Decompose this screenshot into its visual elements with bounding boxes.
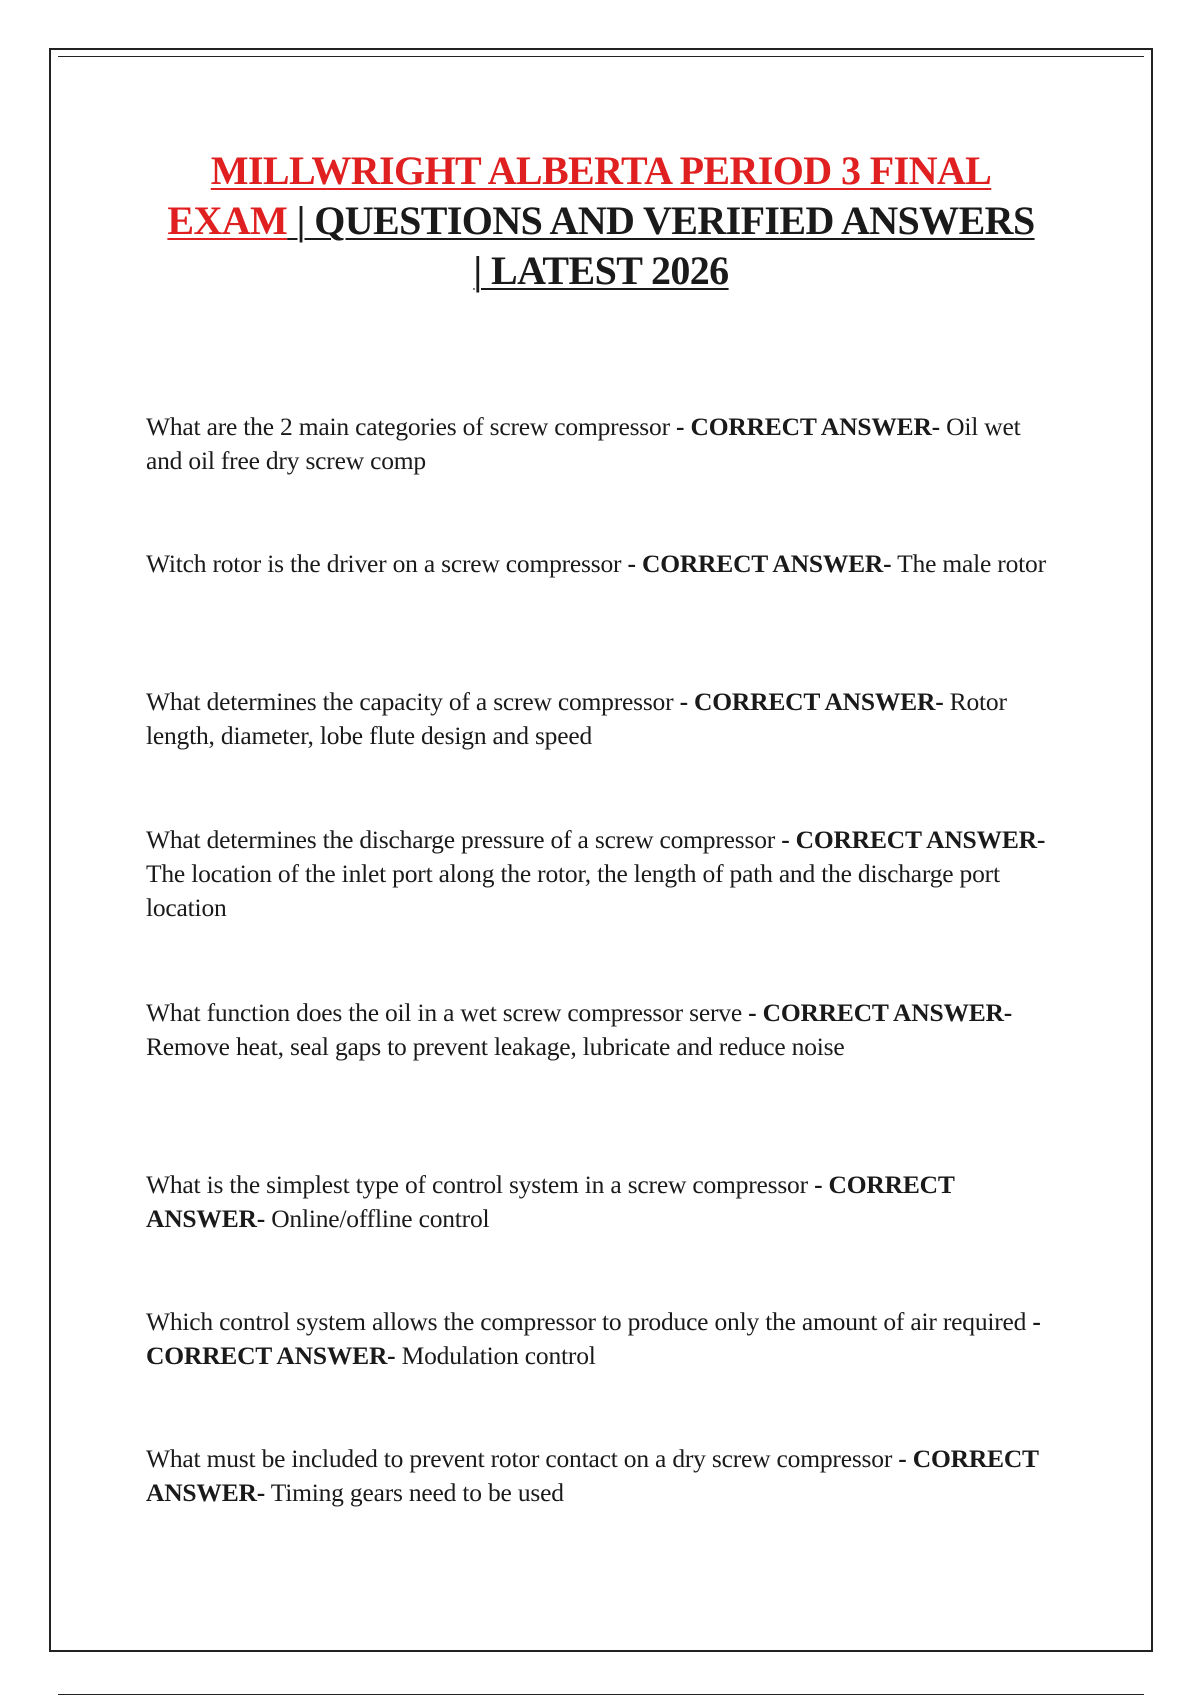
answer-1: Oil wet and oil free dry screw comp	[146, 412, 1021, 475]
question-2: Witch rotor is the driver on a screw compressor	[146, 549, 628, 578]
title-black-text-2: | LATEST 2026	[473, 248, 729, 293]
title-line-1	[120, 146, 1082, 196]
title-line-3	[120, 246, 1082, 296]
qa-item-1	[146, 410, 1046, 478]
answer-marker-4: - CORRECT ANSWER-	[781, 825, 1046, 854]
qa-item-7	[146, 1305, 1046, 1373]
answer-marker-3: - CORRECT ANSWER-	[679, 687, 944, 716]
answer-marker-6: - CORRECT ANSWER-	[146, 1170, 955, 1233]
title-red-text-1: MILLWRIGHT ALBERTA PERIOD 3 FINAL	[210, 148, 992, 193]
answer-5: Remove heat, seal gaps to prevent leakage, lubricate and reduce noise	[146, 1032, 845, 1061]
answer-marker-8: - CORRECT ANSWER-	[146, 1444, 1039, 1507]
title-red-text-2: EXAM	[167, 198, 288, 243]
question-6: What is the simplest type of control system in a screw compressor	[146, 1170, 815, 1199]
document-title	[120, 146, 1082, 296]
answer-6: Online/offline control	[265, 1204, 490, 1233]
footer-rule	[58, 1694, 1144, 1695]
top-rule	[58, 56, 1144, 57]
title-line-2	[120, 196, 1082, 246]
answer-marker-1: - CORRECT ANSWER-	[676, 412, 940, 441]
qa-item-5	[146, 996, 1046, 1064]
qa-item-3	[146, 685, 1046, 753]
title-black-text-1: | QUESTIONS AND VERIFIED ANSWERS	[287, 198, 1035, 243]
answer-4: The location of the inlet port along the rotor, the length of path and the discharge port location	[146, 859, 1000, 922]
question-3: What determines the capacity of a screw compressor	[146, 687, 680, 716]
answer-7: Modulation control	[395, 1341, 596, 1370]
question-5: What function does the oil in a wet screw compressor serve	[146, 998, 749, 1027]
question-8: What must be included to prevent rotor contact on a dry screw compressor	[146, 1444, 899, 1473]
qa-item-4	[146, 823, 1046, 925]
question-7: Which control system allows the compressor to produce only the amount of air required	[146, 1307, 1033, 1336]
answer-2: The male rotor	[891, 549, 1046, 578]
question-1: What are the 2 main categories of screw compressor	[146, 412, 677, 441]
answer-marker-2: - CORRECT ANSWER-	[627, 549, 892, 578]
answer-marker-7: - CORRECT ANSWER-	[146, 1307, 1041, 1370]
answer-8: Timing gears need to be used	[265, 1478, 564, 1507]
qa-item-2	[146, 547, 1046, 581]
qa-item-6	[146, 1168, 1046, 1236]
question-4: What determines the discharge pressure of a screw compressor	[146, 825, 782, 854]
qa-item-8	[146, 1442, 1046, 1510]
answer-3: Rotor length, diameter, lobe flute design and speed	[146, 687, 1007, 750]
answer-marker-5: - CORRECT ANSWER-	[748, 998, 1013, 1027]
